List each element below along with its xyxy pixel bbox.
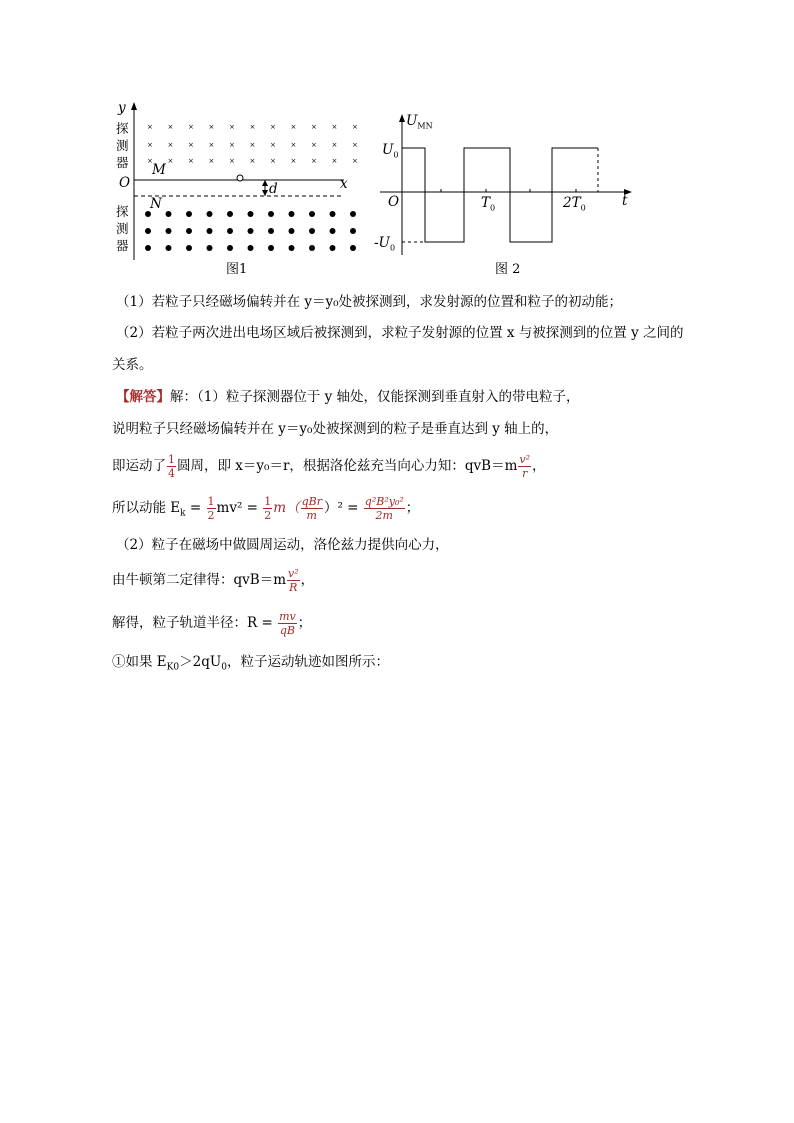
- frac-den: 4: [168, 467, 175, 480]
- field-cross: ×: [331, 141, 338, 149]
- question-2-line-1: （2）若粒子两次进出电场区域后被探测到，求粒子发射源的位置 x 与被探测到的位置 y 之间的: [116, 325, 684, 341]
- fig2-u0-label: [382, 142, 398, 164]
- answer-line-1-text: 解：（1）粒子探测器位于 y 轴处，仅能探测到垂直射入的带电粒子，: [170, 389, 580, 405]
- field-dot: [289, 245, 295, 251]
- field-cross: ×: [147, 157, 153, 165]
- field-dot: [145, 245, 151, 251]
- field-dot: [166, 228, 172, 234]
- fig2-t0-sub: 0: [490, 203, 496, 213]
- fig2-neg-u0-sub: 0: [389, 243, 396, 253]
- fig2-t-axis-label: t: [622, 193, 628, 209]
- question-2-line-2: 关系。: [112, 357, 153, 373]
- field-cross: ×: [352, 157, 358, 165]
- fig2-t0-symbol: T: [481, 195, 491, 211]
- frac-num: 1: [168, 453, 175, 466]
- fig2-u0-symbol: U: [382, 142, 394, 158]
- fig1-n-label: N: [150, 196, 162, 212]
- fig1-x-label: x: [340, 176, 348, 192]
- frac-den: R: [289, 581, 298, 594]
- field-cross: ×: [249, 157, 256, 165]
- frac-den: 2m: [375, 509, 393, 522]
- frac-den: r: [522, 467, 528, 480]
- field-cross: ×: [229, 141, 235, 149]
- field-cross: ×: [147, 123, 153, 131]
- l6-text-a: 由牛顿第二定律得：qvB＝m: [112, 572, 286, 588]
- l4-text-f: ；: [405, 500, 420, 516]
- frac-den: 2: [264, 509, 272, 522]
- fraction-v2-over-r: [518, 454, 531, 479]
- fig1-d-label: d: [269, 181, 278, 197]
- field-dot: [330, 211, 336, 217]
- field-cross: ×: [167, 141, 174, 149]
- field-cross: ×: [290, 157, 297, 165]
- field-dot: [330, 228, 336, 234]
- field-cross: ×: [311, 141, 317, 149]
- field-cross: ×: [290, 141, 297, 149]
- fig2-caption: 图 2: [495, 262, 521, 277]
- detector-top-char-2: 测: [116, 138, 129, 153]
- fig1-detector-top: [116, 120, 129, 171]
- field-cross: ×: [311, 157, 317, 165]
- fraction-one-quarter: [167, 454, 176, 479]
- field-cross: ×: [352, 123, 358, 131]
- frac-num: v²: [288, 567, 299, 580]
- l8-sub: K0: [166, 662, 180, 673]
- l4-text-d: m（: [273, 500, 300, 516]
- fig2-u-symbol: U: [406, 113, 418, 129]
- field-dot: [186, 228, 192, 234]
- fig1-y-label: y: [118, 100, 126, 116]
- field-cross: ×: [249, 123, 256, 131]
- answer-line-2: 说明粒子只经磁场偏转并在 y＝y₀处被探测到的粒子是垂直达到 y 轴上的，: [112, 421, 559, 437]
- field-dot: [350, 228, 356, 234]
- answer-tag: 【解答】: [116, 389, 170, 405]
- answer-line-4: [112, 493, 419, 529]
- fig2-t0-label: [481, 195, 495, 217]
- magnetic-field-dots: [145, 211, 356, 251]
- field-dot: [248, 245, 254, 251]
- field-dot: [268, 228, 274, 234]
- fig2-2t0-symbol: 2T: [563, 195, 581, 211]
- l4-text-b: =: [185, 500, 206, 516]
- field-cross: ×: [270, 157, 276, 165]
- fig1-m-label: M: [152, 162, 166, 178]
- fig2-u0-sub: 0: [393, 150, 399, 160]
- field-dot: [227, 245, 233, 251]
- field-dot: [145, 228, 151, 234]
- field-cross: ×: [249, 141, 256, 149]
- field-dot: [309, 211, 315, 217]
- l8-sub-2: 0: [221, 662, 227, 673]
- l4-text-a: 所以动能 E: [112, 500, 181, 516]
- field-cross: ×: [167, 157, 174, 165]
- answer-line-5: （2）粒子在磁场中做圆周运动，洛伦兹力提供向心力，: [116, 537, 449, 553]
- l3-text-c: ，: [532, 458, 546, 474]
- fraction-qbr-over-m: [301, 496, 323, 521]
- answer-line-3: [112, 451, 546, 481]
- l4-text-c: mv² =: [216, 500, 263, 516]
- l6-text-b: ，: [300, 572, 315, 588]
- frac-num: qBr: [301, 495, 322, 508]
- l3-text-b: 圆周，即 x＝y₀＝r，根据洛伦兹充当向心力知：qvB＝m: [177, 458, 518, 474]
- field-dot: [207, 211, 213, 217]
- magnetic-field-crosses: [147, 123, 358, 165]
- l4-text-e: ）² =: [323, 500, 363, 516]
- figure-1-diagram: [110, 100, 360, 280]
- field-cross: ×: [229, 123, 235, 131]
- fig2-2t0-sub: 0: [580, 203, 586, 213]
- field-cross: ×: [331, 123, 338, 131]
- field-dot: [248, 211, 254, 217]
- field-cross: ×: [147, 141, 153, 149]
- field-dot: [248, 228, 254, 234]
- field-cross: ×: [331, 157, 338, 165]
- fig2-2t0-label: [563, 195, 586, 217]
- field-cross: ×: [311, 123, 317, 131]
- l8-text-a: ①如果 E: [112, 654, 167, 670]
- fig1-origin-label: O: [119, 175, 131, 191]
- frac-den: qB: [279, 624, 295, 637]
- fraction-half-1: [207, 496, 216, 521]
- field-dot: [268, 245, 274, 251]
- field-cross: ×: [208, 157, 215, 165]
- fraction-v2-over-R: [287, 568, 300, 593]
- field-cross: ×: [290, 123, 297, 131]
- field-dot: [330, 245, 336, 251]
- field-cross: ×: [208, 141, 215, 149]
- fig1-detector-bottom: [116, 203, 129, 254]
- frac-num: q²B²y₀²: [364, 495, 404, 508]
- fraction-mv-over-qb: [278, 611, 297, 636]
- answer-line-6: [112, 565, 314, 595]
- l8-text-b: ＞2qU: [179, 654, 222, 670]
- frac-den: 2: [207, 509, 215, 522]
- fig2-neg-u0-symbol: -U: [374, 235, 390, 251]
- fraction-half-2: [263, 496, 272, 521]
- field-dot: [166, 211, 172, 217]
- l7-text-b: ；: [297, 615, 312, 631]
- fig2-u-axis-label: [406, 113, 433, 135]
- detector-bottom-char-1: 探: [116, 204, 129, 219]
- frac-num: mv: [279, 610, 296, 623]
- answer-line-8: [112, 654, 389, 676]
- fig1-caption: 图1: [226, 262, 248, 277]
- detector-bottom-char-3: 器: [116, 238, 129, 253]
- field-dot: [186, 211, 192, 217]
- field-dot: [350, 211, 356, 217]
- field-dot: [268, 211, 274, 217]
- l7-text-a: 解得，粒子轨道半径：R =: [112, 615, 278, 631]
- field-dot: [309, 228, 315, 234]
- detector-top-char-1: 探: [116, 121, 129, 136]
- field-dot: [207, 228, 213, 234]
- l8-text-c: ，粒子运动轨迹如图所示：: [226, 654, 389, 670]
- answer-line-1: [116, 389, 580, 405]
- question-1: （1）若粒子只经磁场偏转并在 y＝y₀处被探测到，求发射源的位置和粒子的初动能；: [116, 294, 623, 310]
- fraction-kinetic-energy: [364, 496, 405, 521]
- frac-num: 1: [264, 495, 272, 508]
- field-cross: ×: [270, 123, 276, 131]
- field-cross: ×: [188, 157, 194, 165]
- field-cross: ×: [352, 141, 358, 149]
- detector-bottom-char-2: 测: [116, 221, 129, 236]
- frac-num: v²: [519, 453, 531, 466]
- fig2-origin-label: O: [388, 194, 400, 210]
- field-dot: [350, 245, 356, 251]
- field-cross: ×: [270, 141, 276, 149]
- field-dot: [207, 245, 213, 251]
- answer-line-7: [112, 608, 311, 638]
- field-cross: ×: [188, 123, 194, 131]
- field-dot: [166, 245, 172, 251]
- field-dot: [289, 228, 295, 234]
- frac-num: 1: [207, 495, 215, 508]
- field-cross: ×: [229, 157, 235, 165]
- field-dot: [289, 211, 295, 217]
- frac-den: m: [306, 509, 317, 522]
- l4-sub: k: [180, 508, 186, 519]
- field-cross: ×: [188, 141, 194, 149]
- fig2-u-sub: MN: [417, 121, 433, 131]
- field-dot: [227, 228, 233, 234]
- fig2-neg-u0-label: [374, 235, 395, 257]
- l3-text-a: 即运动了: [112, 458, 166, 474]
- field-dot: [309, 245, 315, 251]
- field-cross: ×: [208, 123, 215, 131]
- detector-top-char-3: 器: [116, 155, 129, 170]
- field-dot: [186, 245, 192, 251]
- field-dot: [227, 211, 233, 217]
- field-cross: ×: [167, 123, 174, 131]
